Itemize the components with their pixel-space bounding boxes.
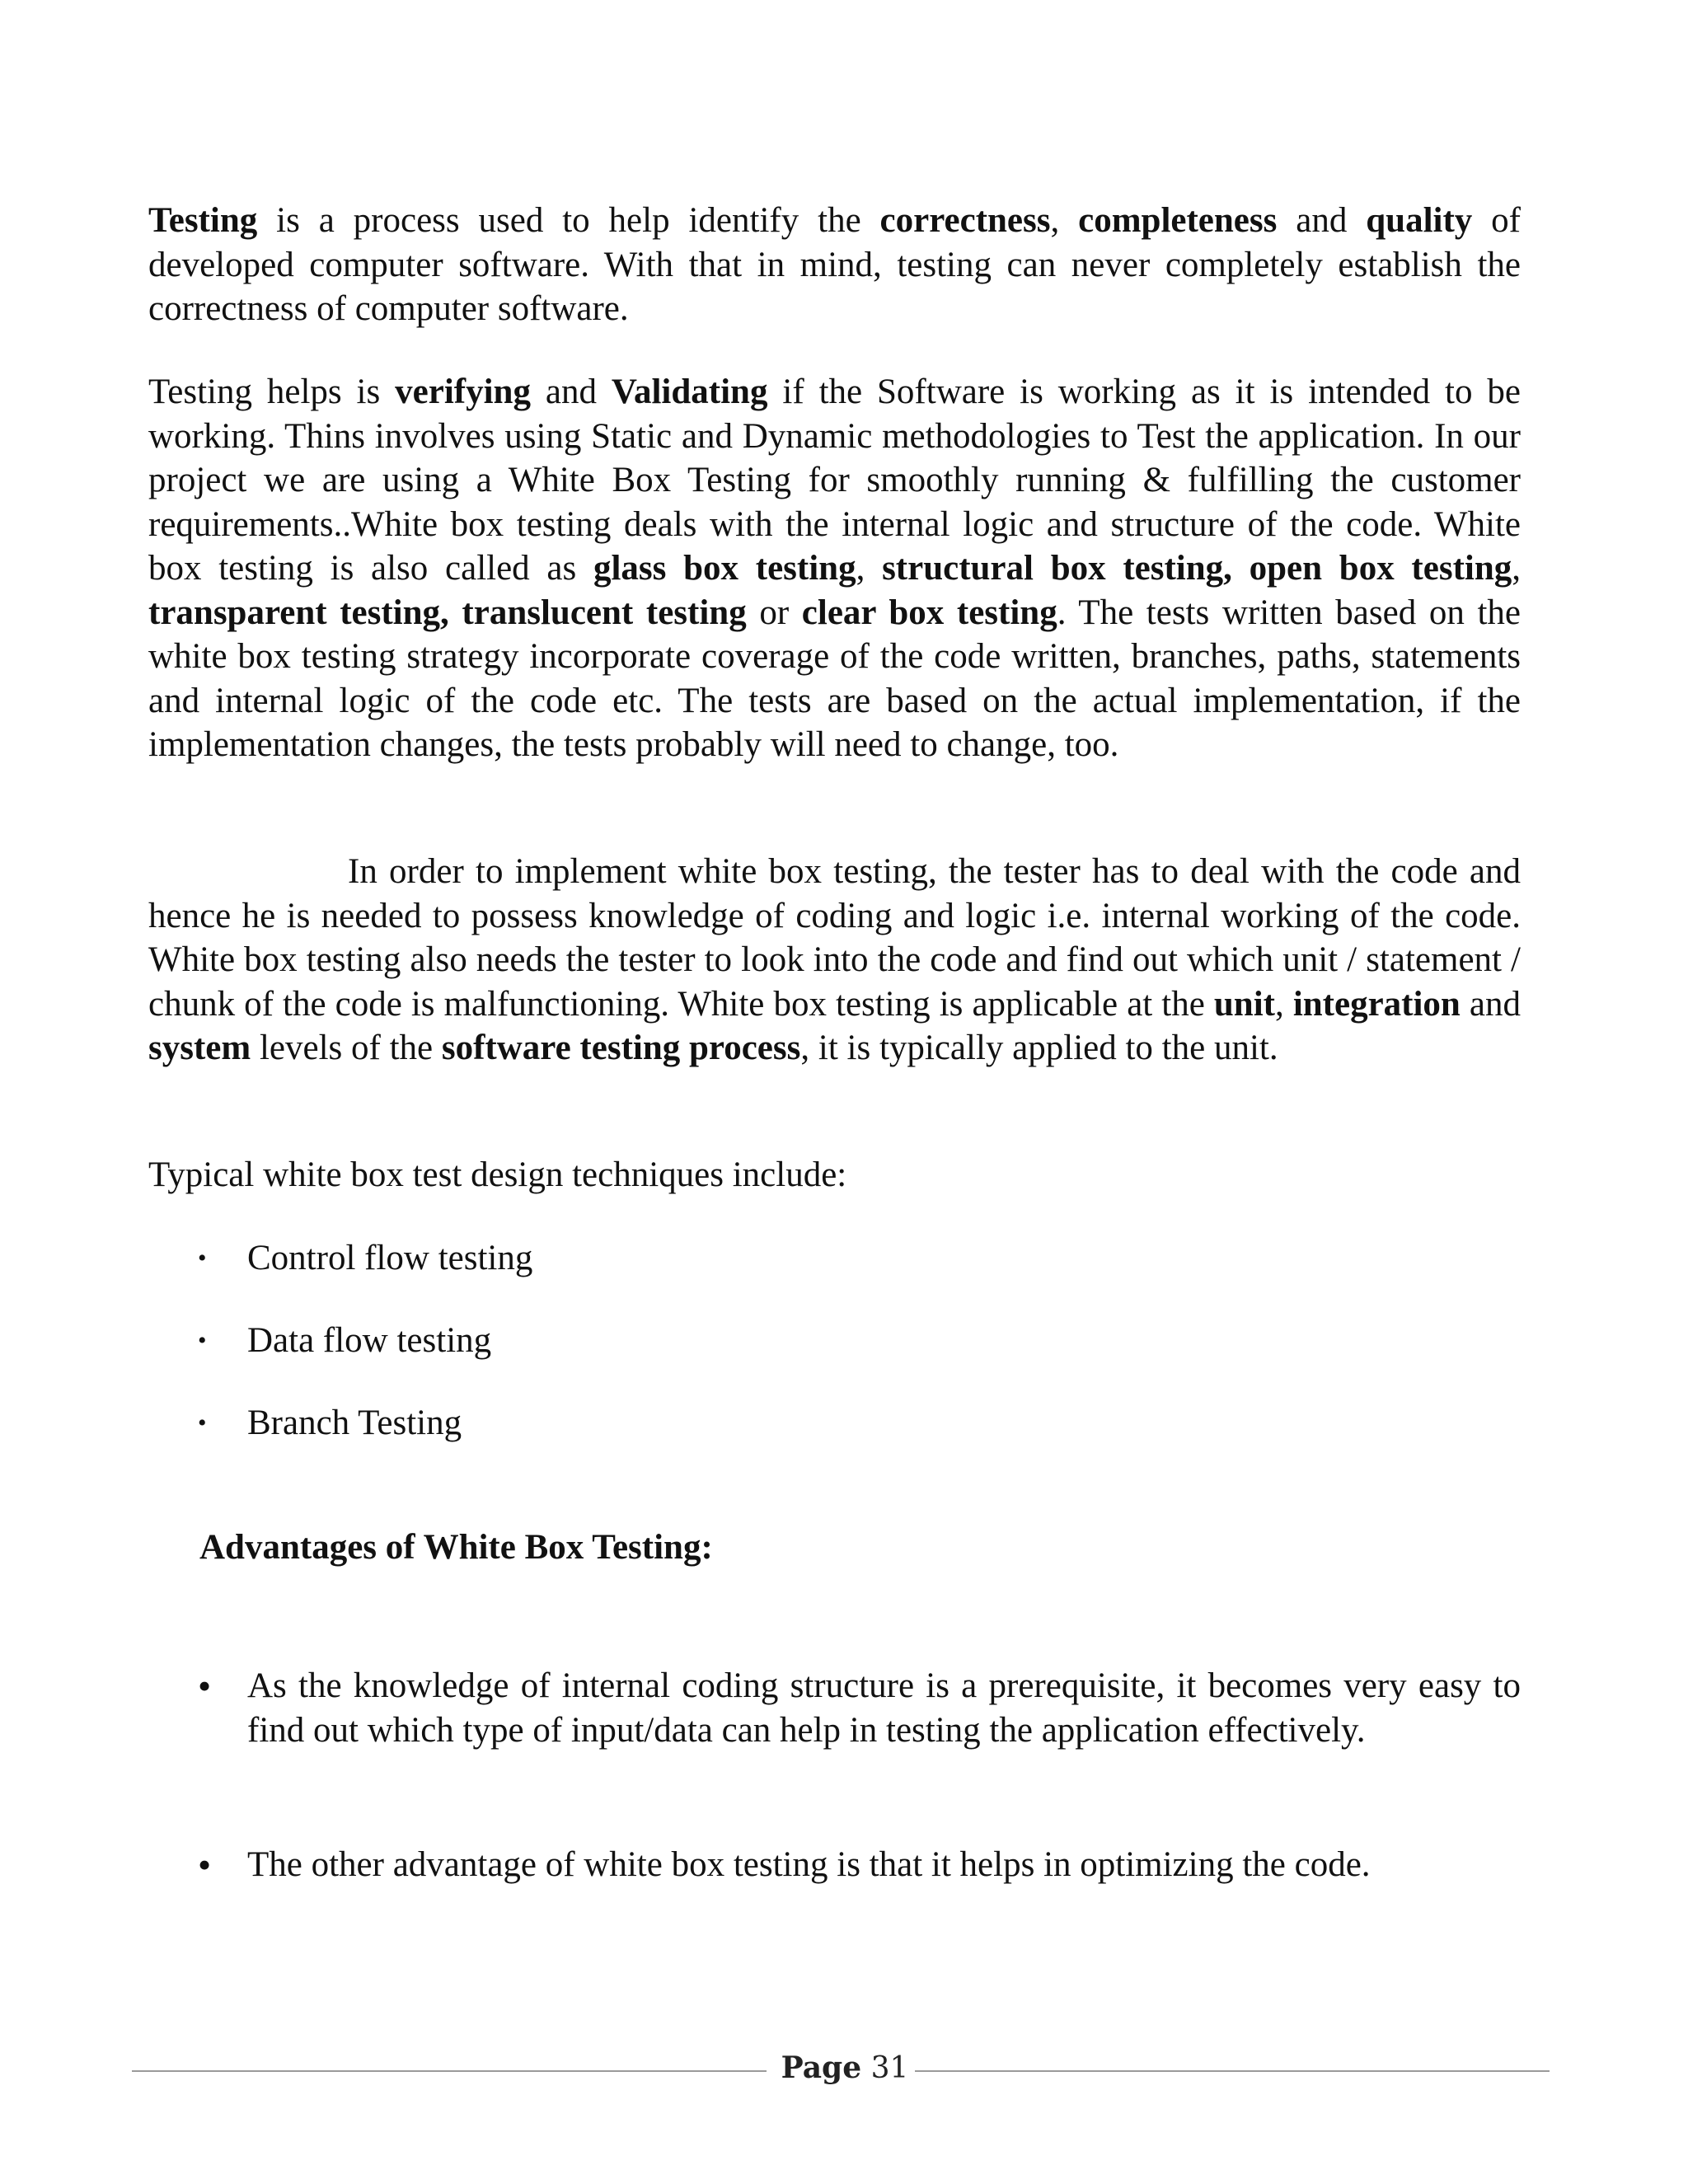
list-item-technique: • Branch Testing [198, 1401, 1521, 1446]
bullet-icon: • [198, 1244, 207, 1272]
list-item-technique: • Data flow testing [198, 1319, 1521, 1363]
list-item-technique: • Control flow testing [198, 1236, 1521, 1281]
list-item-advantage: • The other advantage of white box testing is that it helps in optimizing the code. [198, 1844, 1371, 1886]
bullet-icon: • [198, 1409, 207, 1436]
bullet-icon: • [198, 1665, 212, 1707]
bullet-icon: • [198, 1844, 212, 1886]
footer-rule-right [915, 2070, 1550, 2072]
section-heading: Advantages of White Box Testing: [199, 1528, 713, 1567]
page-number: Page 31 [781, 2050, 909, 2085]
paragraph-techniques-intro: Typical white box test design techniques include: [148, 1155, 847, 1194]
list-item-advantage: • As the knowledge of internal coding structure is a prerequisite, it becomes very easy to find out which type of input/data can help in testing the application effectively. [198, 1665, 1521, 1750]
bullet-icon: • [198, 1327, 207, 1354]
paragraph-verification-validation: Testing helps is verifying and Validating if the Software is working as it is intended to be working. Thins involves using Static and Dynamic methodologies to Test the application. In our project we are using a White Box Testing for smoothly running & fulfilling the customer requirements..White box testing deals with the internal logic and structure of the code. White box testing is also called as glass box testing, structural box testing, open box testing, transparent testing, translucent testing or clear box testing. The tests written based on the white box testing strategy incorporate coverage of the code written, branches, paths, statements and internal logic of the code etc. The tests are based on the actual implementation, if the implementation changes, the tests probably will need to change, too. [148, 373, 1521, 764]
paragraph-implementation: In order to implement white box testing, the tester has to deal with the code and hence he is needed to possess knowledge of coding and logic i.e. internal working of the code. White box testing also needs the tester to look into the code and find out which unit / statement / chunk of the code is malfunctioning. White box testing is applicable at the unit, integration and system levels of the software testing process, it is typically applied to the unit. [148, 852, 1522, 1067]
paragraph-testing-definition: Testing is a process used to help identify the correctness, completeness and quality of developed computer software. With that in mind, testing can never completely establish the correctness of computer software. [148, 201, 1521, 328]
footer-rule-left [132, 2070, 767, 2072]
